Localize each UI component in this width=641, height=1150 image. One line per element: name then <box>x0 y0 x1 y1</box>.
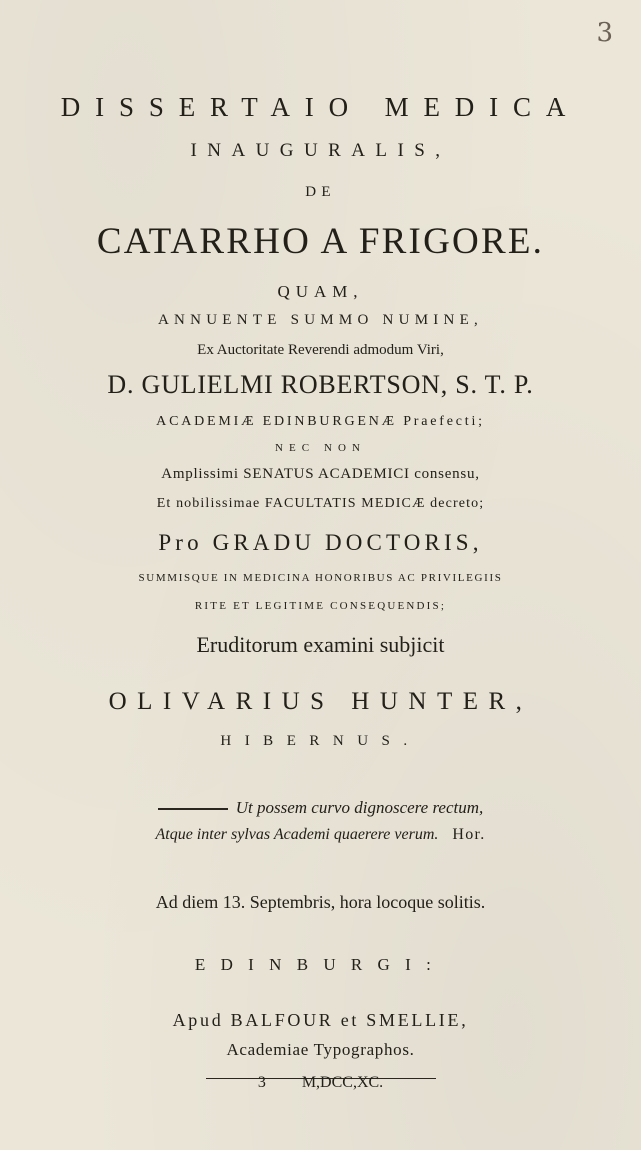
rite-line: RITE ET LEGITIME CONSEQUENDIS; <box>194 600 447 612</box>
imprint-number: 3 <box>257 1074 266 1091</box>
title-de: DE <box>305 184 336 200</box>
summisque-line: SUMMISQUE IN MEDICINA HONORIBUS AC PRIVILEGIIS <box>138 572 503 584</box>
quote-text-1: Ut possem curvo dignoscere rectum, <box>235 798 484 817</box>
quote-line-1 <box>0 798 641 818</box>
edinburgi-line: EDINBURGI: <box>194 955 447 974</box>
corner-page-mark: 3 <box>596 18 613 48</box>
quote-text-2: Atque inter sylvas Academi quaerere verum. <box>155 826 439 843</box>
nobilissimae-line: Et nobilissimae FACULTATIS MEDICÆ decreto; <box>156 496 485 511</box>
academiae-line: ACADEMIÆ EDINBURGENÆ Praefecti; <box>156 414 485 429</box>
robertson-line: D. GULIELMI ROBERTSON, S. T. P. <box>107 370 534 399</box>
pro-gradu-doctoris: Pro GRADU DOCTORIS, <box>158 530 483 555</box>
annuente-line: ANNUENTE SUMMO NUMINE, <box>157 312 484 328</box>
title-catarrho: CATARRHO A FRIGORE. <box>96 221 545 262</box>
quote-dash <box>158 808 228 810</box>
title-dissertatio-medica: DISSERTAIO MEDICA <box>60 92 581 122</box>
apud-line: Apud BALFOUR et SMELLIE, <box>172 1010 469 1030</box>
typographos-line: Academiae Typographos. <box>226 1040 415 1059</box>
imprint-year: M,DCC,XC. <box>301 1074 384 1091</box>
quote-line-2 <box>0 826 641 844</box>
quote-author: Hor. <box>452 826 486 843</box>
quam-heading: QUAM, <box>277 282 364 301</box>
hibernus-line: HIBERNUS. <box>220 733 421 749</box>
imprint-line <box>0 1074 641 1092</box>
title-inauguralis: INAUGURALIS, <box>190 140 451 161</box>
eruditorum-line: Eruditorum examini subjicit <box>196 632 445 657</box>
ex-auctoritate-line: Ex Auctoritate Reverendi admodum Viri, <box>197 342 444 358</box>
amplissimi-line: Amplissimi SENATUS ACADEMICI consensu, <box>161 466 480 482</box>
author-name: OLIVARIUS HUNTER, <box>108 688 533 715</box>
nec-non-line: NEC NON <box>275 442 366 454</box>
ad-diem-line: Ad diem 13. Septembris, hora locoque solitis. <box>155 892 486 912</box>
